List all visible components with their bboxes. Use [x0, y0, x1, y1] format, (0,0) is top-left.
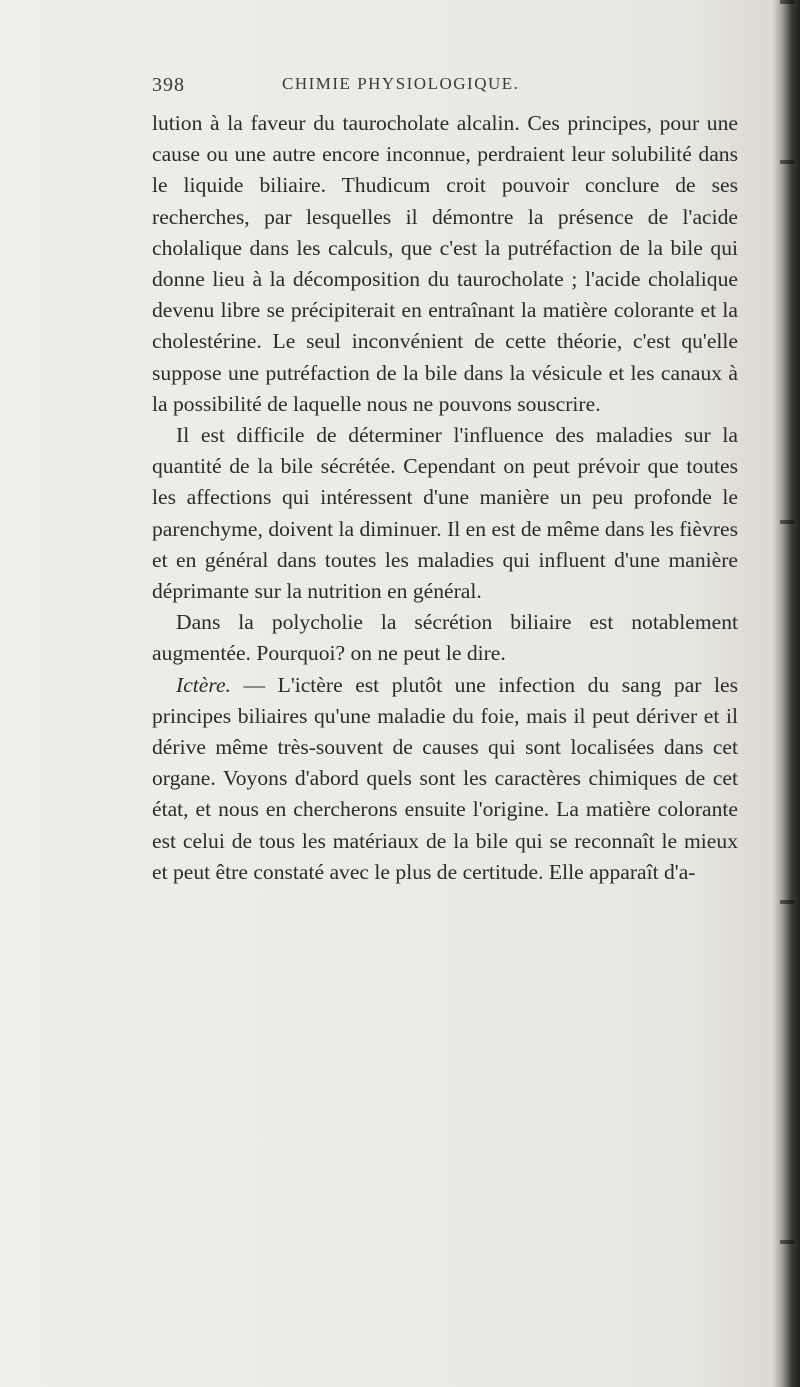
- section-heading-ictere: Ictère.: [176, 672, 231, 697]
- edge-mark: [780, 520, 794, 524]
- body-text: [152, 108, 738, 888]
- page-edge-shadow: [772, 0, 800, 1387]
- paragraph-ictere-text: — L'ictère est plutôt une infection du sang par les principes biliaires qu'une maladie du foie, mais il peut dériver et il dérive même très-souvent de causes qui sont localisées dans cet organe. Voyons d'abord quels sont les caractères chimiques de cet état, et nous en chercherons ensuite l'origine. La matière colorante est celui de tous les matériaux de la bile qui se reconnaît le mieux et peut être constaté avec le plus de certitude. Elle apparaît d'a-: [152, 672, 738, 884]
- paragraph-continuation: lution à la faveur du taurocholate alcalin. Ces principes, pour une cause ou une autre encore inconnue, perdraient leur solubilité dans le liquide biliaire. Thudicum croit pouvoir conclure de ses recherches, par lesquelles il démontre la présence de l'acide cholalique dans les calculs, que c'est la putréfaction de la bile qui donne lieu à la décomposition du taurocholate ; l'acide cholalique devenu libre se précipiterait en entraînant la matière colorante et la cholestérine. Le seul inconvénient de cette théorie, c'est qu'elle suppose une putréfaction de la bile dans la vésicule et les canaux à la possibilité de laquelle nous ne pouvons souscrire.: [152, 111, 738, 416]
- edge-mark: [780, 160, 794, 164]
- paragraph-maladies: Il est difficile de déterminer l'influence des maladies sur la quantité de la bile sécrétée. Cependant on peut prévoir que toutes les affections qui intéressent d'une manière un peu profonde le parenchyme, doivent la diminuer. Il en est de même dans les fièvres et en général dans toutes les maladies qui influent d'une manière déprimante sur la nutrition en général.: [152, 423, 738, 604]
- edge-mark: [780, 0, 794, 4]
- paragraph-ictere: [152, 670, 738, 888]
- page-number: 398: [152, 74, 185, 96]
- edge-mark: [780, 1240, 794, 1244]
- edge-mark: [780, 900, 794, 904]
- paragraph-polycholie: Dans la polycholie la sécrétion biliaire est notablement augmentée. Pourquoi? on ne peut le dire.: [152, 610, 738, 666]
- running-title: CHIMIE PHYSIOLOGIQUE.: [282, 74, 520, 93]
